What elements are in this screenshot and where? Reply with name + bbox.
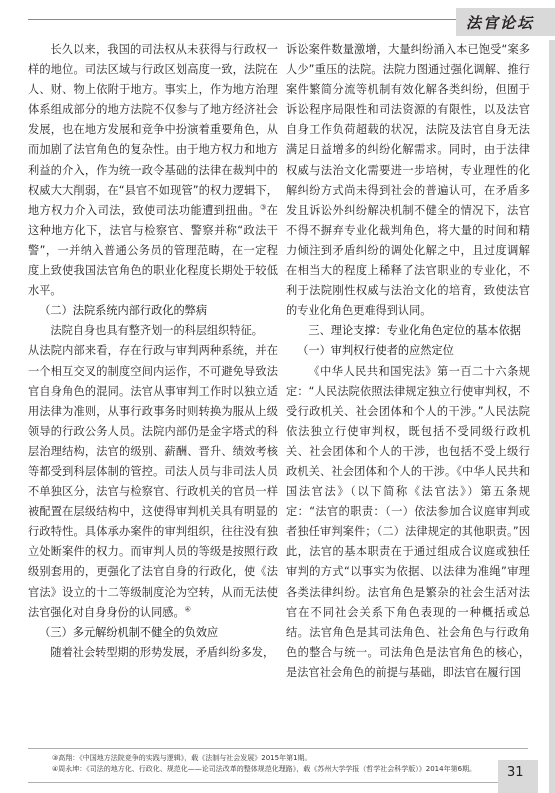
right-paragraph-1: 诉讼案件数量激增，大量纠纷涌入本已饱受“案多人少”重压的法院。法院力图通过强化调解、推行案件繁简分流等机制有效化解各类纠纷，但囿于诉讼程序局限性和司法资源的有限性，以及法官自身工作负荷超载的状况，法院及法官自身无法满足日益增多的纠纷化解需求。同时，由于法律权威与法治文化需要进一步培树，专业理性的化解纠纷方式尚未得到社会的普遍认可，在矛盾多发且诉讼外纠纷解决机制不健全的情况下，法官不得不摒弃专业化裁判角色，将大量的时间和精力倾注到矛盾纠纷的调处化解之中，且过度调解在相当大的程度上稀释了法官职业的专业化，不利于法院刚性权威与法治文化的培育，致使法官的专业化角色更难得到认同。 (286, 43, 530, 318)
footnote-ref-3: ③ (260, 203, 267, 212)
footnote-rule (28, 748, 528, 749)
page-rule (28, 782, 498, 783)
section-heading-2: （二）法院系统内部行政化的弊病 (39, 304, 208, 318)
right-edge-bar (549, 40, 555, 793)
left-paragraph-4: 随着社会转型期的形势发展，矛盾纠纷多发， (50, 645, 275, 659)
right-paragraph-2: 《中华人民共和国宪法》第一百二十六条规定：“人民法院依照法律规定独立行使审判权，不受行政机关、社会团体和个人的干涉。”人民法院依法独立行使审判权，既包括不受同级行政机关、社会团体和个人的干涉，也包括不受上级行政机关、社会团体和个人的干涉。《中华人民共和国法官法》（以下简称《法官法》）第五条规定：“法官的职责：（一）依法参加合议庭审判或者独任审判案件；（二）法律规定的其他职责。”因此，法官的基本职责在于通过组成合议庭或独任审判的方式“以事实为依据、以法律为准绳”审理各类法律纠纷。法官角色是繁杂的社会生活对法官在不同社会关系下角色表现的一种概括或总结。法官角色是其司法角色、社会角色与行政角色的整合与统一。司法角色是法官角色的核心，是法官社会角色的前提与基础，即法官在履行国 (286, 364, 530, 679)
section-heading-1: （一）审判权行使者的应然定位 (297, 344, 454, 358)
section-heading-3: （三）多元解纷机制不健全的负效应 (39, 625, 219, 639)
page-number: 31 (507, 765, 524, 780)
left-column (28, 40, 278, 663)
left-paragraph-3: 从法院内部来看，存在行政与审判两种系统，并在一个相互交叉的制度空间内运作，不可避免导致法官自身角色的混同。法官从事审判工作时以独立适用法律为准则，从事行政事务时则转换为服从上级领导的行政公务人员。法院内部仍是金字塔式的科层治理结构，法官的级别、薪酬、晋升、绩效考核等都受到科层体制的管控。司法人员与非司法人员不单独区分，法官与检察官、行政机关的官员一样被配置在层级结构中，这使得审判机关具有明显的行政特性。具体承办案件的审判组织，往往没有独立处断案件的权力。而审判人员的等级是按照行政级别套用的，更强化了法官自身的行政化，使《法官法》设立的十二等级制度沦为空转，从而无法使法官强化对自身身份的认同感。④ (28, 344, 278, 619)
journal-header: 法官论坛 (466, 14, 535, 32)
right-column (286, 40, 530, 683)
left-paragraph-1: 长久以来，我国的司法权从未获得与行政权一样的地位。司法区域与行政区划高度一致，法院在人、财、物上依附于地方。事实上，作为地方治理体系组成部分的地方法院不仅参与了地方经济社会发展，也在地方发展和竞争中扮演着重要角色，从而加剧了法官角色的复杂性。由于地方权力和地方利益的介入，作为统一政令基础的法律在裁判中的权威大大削弱，在“县官不如现管”的权力逻辑下，地方权力介入司法，致使司法功能遭到扭曲。③在这种地方化下，法官与检察官、警察并称“政法干警”，一并纳入普通公务员的管理范畴，在一定程度上致使我国法官角色的职业化程度长期处于较低水平。 (28, 43, 278, 298)
footnote-4: ④周永坤：《司法的地方化、行政化、规范化——论司法改革的整体规范化理路》，载《苏州大学学报（哲学社会科学版）》2014年第6期。 (52, 765, 477, 773)
footnote-ref-4: ④ (184, 604, 191, 613)
section-heading-main: 三、理论支撑：专业化角色定位的基本依据 (308, 324, 521, 338)
header-rule (28, 19, 458, 20)
footnote-3: ③高翔：《中国地方法院竞争的实践与逻辑》，载《法制与社会发展》2015年第1期。 (52, 754, 312, 762)
left-paragraph-2: 法院自身也具有整齐划一的科层组织特征。 (50, 324, 263, 338)
footnotes (52, 753, 532, 775)
